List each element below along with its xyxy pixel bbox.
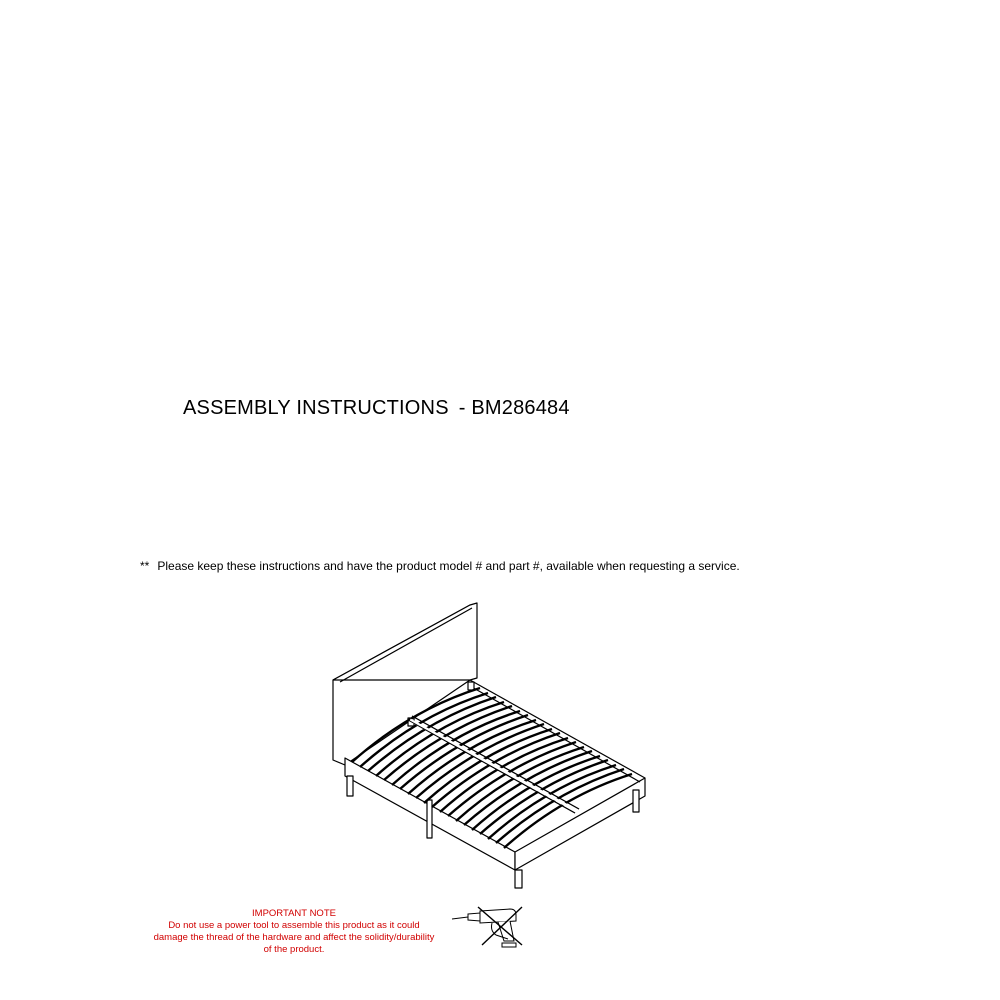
service-note [140,559,740,573]
important-note-line: damage the thread of the hardware and affect the solidity/durability [153,932,435,943]
service-note-prefix: ** [140,559,150,573]
no-power-tool-icon [450,905,532,949]
title-text: ASSEMBLY INSTRUCTIONS [183,397,449,419]
model-number: - BM286484 [458,397,570,419]
bed-frame-icon [330,600,660,895]
important-note-line: of the product. [263,944,325,955]
headboard-side [333,603,477,680]
important-note [134,908,454,956]
service-note-text: Please keep these instructions and have the product model # and part #, available when requesting a service. [157,559,740,573]
document-title [183,397,570,420]
important-note-line: Do not use a power tool to assemble this product as it could [168,920,420,931]
important-note-heading: IMPORTANT NOTE [252,908,336,919]
